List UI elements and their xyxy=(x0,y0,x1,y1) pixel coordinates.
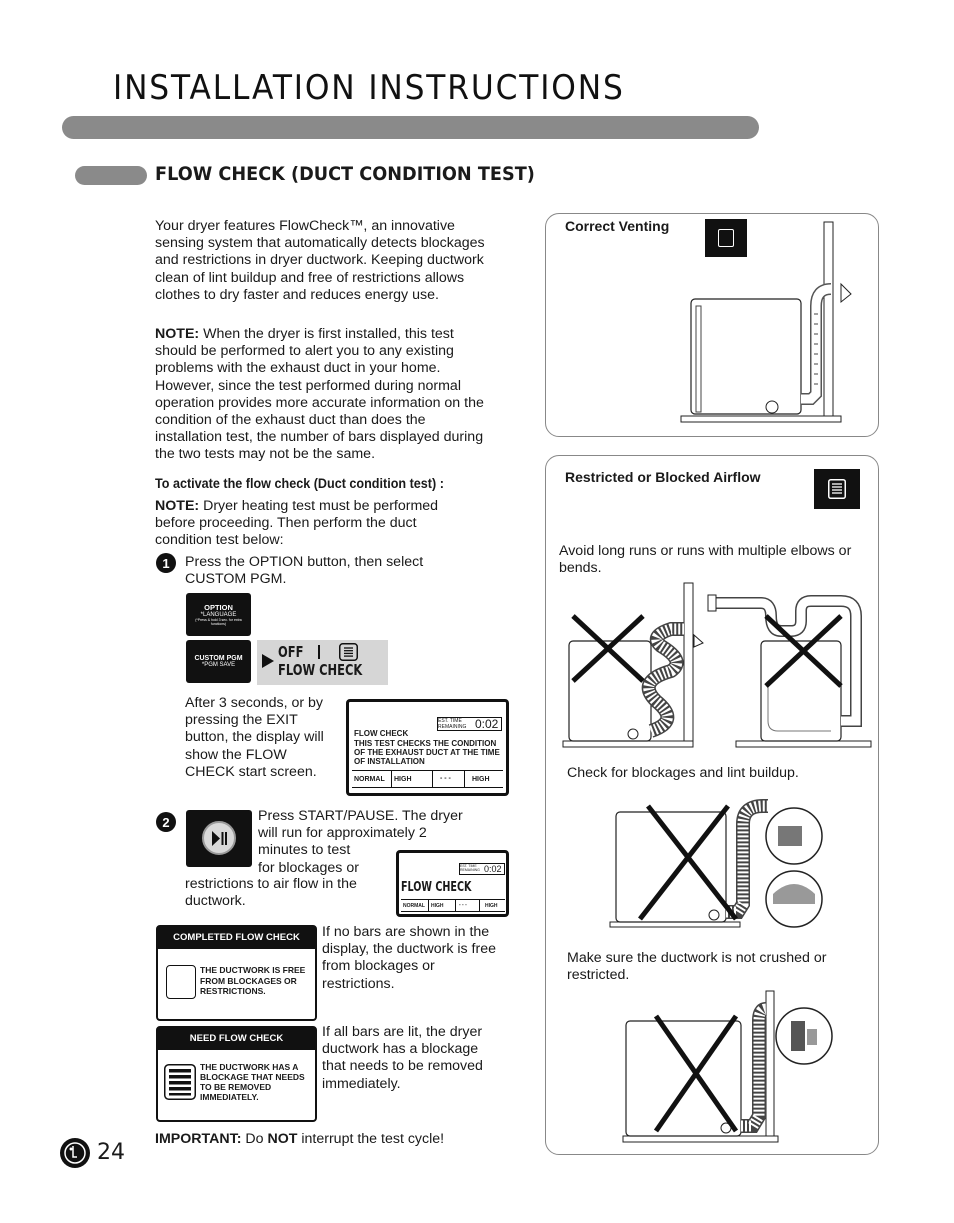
step-2-text-top: Press START/PAUSE. The dryer will run for approximately 2 minutes to test for blockages or xyxy=(258,808,463,876)
correct-venting-illustration xyxy=(676,214,846,429)
step-1-badge: 1 xyxy=(156,553,176,573)
start-pause-icon xyxy=(202,821,236,855)
lcd2-high2: HIGH xyxy=(485,903,498,909)
step-2-badge: 2 xyxy=(156,812,176,832)
restricted-airflow-label: Restricted or Blocked Airflow xyxy=(565,469,761,485)
custom-pgm-button-label: CUSTOM PGM xyxy=(194,655,243,662)
lcd1-time: 0:02 xyxy=(475,717,499,731)
caption-not-crushed: Make sure the ductwork is not crushed or restricted. xyxy=(567,950,827,984)
completed-box-header: COMPLETED FLOW CHECK xyxy=(158,927,315,949)
need-box-header: NEED FLOW CHECK xyxy=(158,1028,315,1050)
important-post: interrupt the test cycle! xyxy=(297,1131,445,1147)
important-label: IMPORTANT: xyxy=(155,1131,242,1147)
important-note xyxy=(155,1131,444,1148)
lcd1-normal: NORMAL xyxy=(354,776,385,783)
section-marker-pill xyxy=(75,166,147,185)
full-bars-display-icon xyxy=(814,469,860,509)
lint-buildup-illustration xyxy=(608,794,828,934)
empty-bars-icon xyxy=(166,965,196,999)
lg-logo xyxy=(60,1138,90,1168)
multiple-elbows-illustration xyxy=(706,591,876,748)
restricted-airflow-panel xyxy=(545,455,879,1155)
display-bar-separator xyxy=(318,645,320,659)
option-button[interactable] xyxy=(186,593,251,636)
note-label: NOTE: xyxy=(155,326,200,342)
note2-text: Dryer heating test must be performed before proceeding. Then perform the duct condition test below: xyxy=(155,498,439,549)
lcd1-dashes: - - - xyxy=(440,775,451,782)
activate-heading: To activate the flow check (Duct condition test) : xyxy=(155,475,444,491)
note-paragraph-1 xyxy=(155,326,485,464)
long-run-illustration xyxy=(561,581,701,748)
page-number: 24 xyxy=(97,1140,125,1165)
correct-venting-label: Correct Venting xyxy=(565,218,670,234)
after-seconds-text: After 3 seconds, or by pressing the EXIT button, the display will show the FLOW CHECK start screen. xyxy=(185,695,324,780)
intro-paragraph: Your dryer features FlowCheck™, an innovative sensing system that automatically detects blockages and restrictions in dryer ductwork. Keeping ductwork clean of lint buildup and free of restrictions allows clothes to dry faster and reduces energy use. xyxy=(155,218,485,303)
option-button-tiny: (*Press & hold 3 sec. for extra functions) xyxy=(195,618,242,626)
flow-check-start-screen xyxy=(346,699,509,796)
lcd1-title: FLOW CHECK xyxy=(354,729,409,738)
caption-check-blockages: Check for blockages and lint buildup. xyxy=(567,765,799,781)
page-header-title: INSTALLATION INSTRUCTIONS xyxy=(113,68,625,108)
step-1-text: Press the OPTION button, then select CUSTOM PGM. xyxy=(185,554,424,588)
important-not: NOT xyxy=(267,1131,298,1147)
lcd2-title: FLOW CHECK xyxy=(401,880,472,895)
lcd1-est-label: EST. TIME REMAINING xyxy=(438,718,467,730)
flow-check-display xyxy=(257,640,388,685)
display-flow-check-text: FLOW CHECK xyxy=(278,661,363,679)
crushed-duct-illustration xyxy=(621,991,841,1146)
option-button-sub: *LANGUAGE xyxy=(200,612,237,618)
lcd2-normal: NORMAL xyxy=(403,903,425,909)
completed-description: If no bars are shown in the display, the ductwork is free from blockages or restrictions. xyxy=(322,924,497,992)
section-title: FLOW CHECK (DUCT CONDITION TEST) xyxy=(155,163,535,185)
lcd1-high: HIGH xyxy=(394,776,412,783)
completed-box-text: THE DUCTWORK IS FREE FROM BLOCKAGES OR RESTRICTIONS. xyxy=(200,965,306,996)
lcd2-dashes: - - - xyxy=(459,902,467,908)
note-paragraph-2 xyxy=(155,498,465,550)
lcd2-high: HIGH xyxy=(431,903,444,909)
caption-avoid-long-runs: Avoid long runs or runs with multiple elbows or bends. xyxy=(559,543,852,577)
custom-pgm-button-sub: *PGM SAVE xyxy=(201,662,236,668)
header-divider-bar xyxy=(62,116,759,139)
bar-graph-icon xyxy=(339,643,358,661)
step-2-text-bottom: restrictions to air flow in the ductwork. xyxy=(185,876,357,910)
lcd2-time: 0:02 xyxy=(484,864,502,874)
need-description: If all bars are lit, the dryer ductwork has a blockage that needs to be removed immediately. xyxy=(322,1024,483,1092)
lcd2-est-label: EST. TIME REMAINING xyxy=(460,864,480,872)
need-flow-check-box xyxy=(156,1026,317,1122)
note2-label: NOTE: xyxy=(155,498,200,514)
important-pre: Do xyxy=(241,1131,268,1147)
lcd1-description: THIS TEST CHECKS THE CONDITION OF THE EXHAUST DUCT AT THE TIME OF INSTALLATION xyxy=(354,739,500,766)
option-button-label: OPTION xyxy=(204,603,233,612)
correct-venting-panel xyxy=(545,213,879,437)
lcd1-high2: HIGH xyxy=(472,776,490,783)
lcd2-bar-row xyxy=(401,899,505,912)
full-bars-icon xyxy=(164,1064,196,1100)
need-box-text: THE DUCTWORK HAS A BLOCKAGE THAT NEEDS TO BE REMOVED IMMEDIATELY. xyxy=(200,1062,305,1102)
lcd1-bar-row xyxy=(352,770,503,788)
flow-check-running-screen xyxy=(396,850,509,917)
start-pause-button[interactable] xyxy=(186,810,252,867)
custom-pgm-button[interactable] xyxy=(186,640,251,683)
note-text: When the dryer is first installed, this test should be performed to alert you to any existing problems with the exhaust duct in your home. However, since the test performed during normal operation provides more accurate information on the condition of the exhaust duct than does the installation test, the number of bars displayed during the two tests may not be the same. xyxy=(155,326,484,463)
play-arrow-icon xyxy=(262,654,274,668)
completed-flow-check-box xyxy=(156,925,317,1021)
display-off-text: OFF xyxy=(278,643,304,661)
